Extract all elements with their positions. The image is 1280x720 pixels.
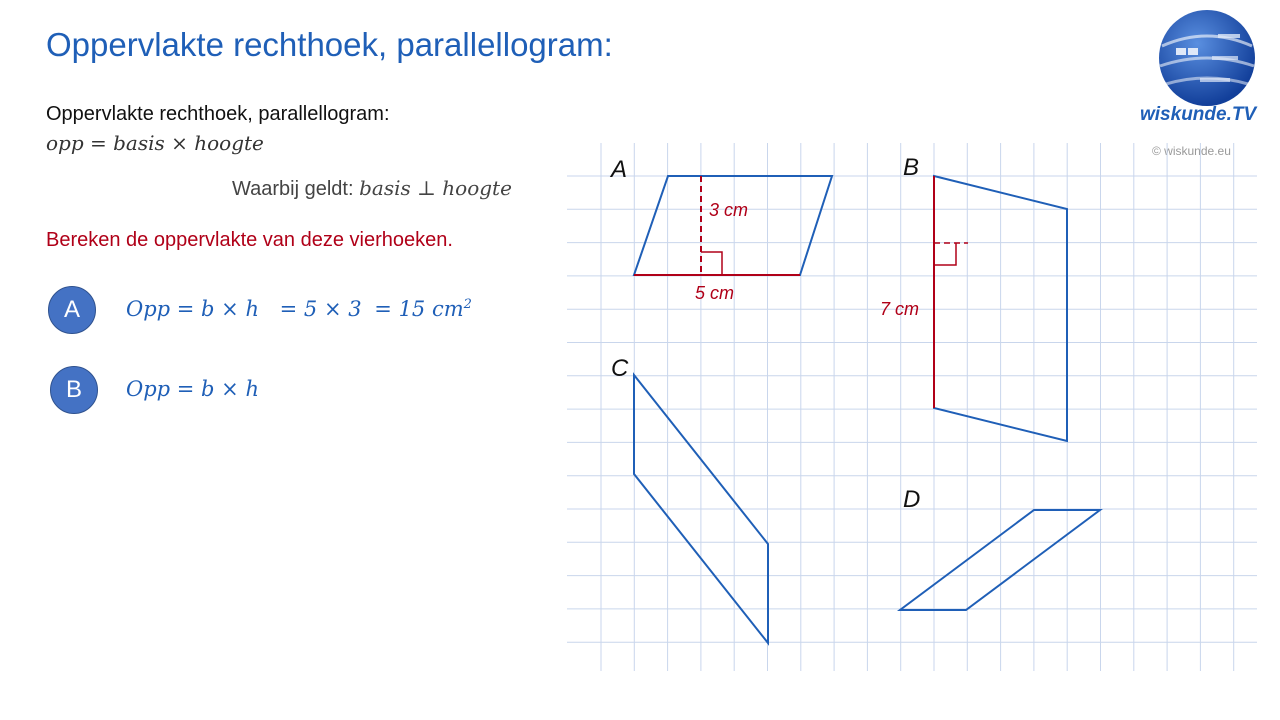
- shape-a-parallelogram: [634, 176, 832, 275]
- shape-b-label: B: [903, 154, 920, 181]
- page-title: Oppervlakte rechthoek, parallellogram:: [46, 26, 613, 63]
- shape-a-base-label: 5 cm: [695, 283, 735, 303]
- answer-badge-a: A: [48, 286, 96, 334]
- answer-a-calc: = 5 × 3: [279, 297, 362, 321]
- answer-a-formula: Opp = b × h: [126, 297, 259, 321]
- answer-b-formula: Opp = b × h: [126, 377, 259, 401]
- where-label: Waarbij geldt:: [232, 178, 354, 200]
- shape-c-label: C: [611, 355, 629, 382]
- intro-text: Oppervlakte rechthoek, parallellogram:: [46, 103, 390, 125]
- shape-b-right-angle: [934, 243, 956, 265]
- answer-badge-b: B: [50, 366, 98, 414]
- shape-d-parallelogram: [900, 510, 1100, 610]
- shape-d-label: D: [903, 486, 921, 513]
- grid-lines: [567, 143, 1257, 671]
- copyright-text: © wiskunde.eu: [1152, 144, 1231, 158]
- shape-a-height-label: 3 cm: [709, 200, 749, 220]
- answer-a-result: = 15 cm: [374, 297, 464, 321]
- answer-a-exponent: 2: [463, 297, 472, 312]
- shape-a-right-angle: [701, 252, 722, 275]
- shape-a-label: A: [611, 156, 628, 183]
- question-text: Bereken de oppervlakte van deze vierhoeken.: [46, 229, 453, 251]
- where-formula: basis ⊥ hoogte: [359, 176, 512, 200]
- area-formula: opp = basis × hoogte: [46, 131, 264, 155]
- shape-b-height-label: 7 cm: [880, 299, 920, 319]
- logo-text: wiskunde.TV: [1140, 104, 1257, 125]
